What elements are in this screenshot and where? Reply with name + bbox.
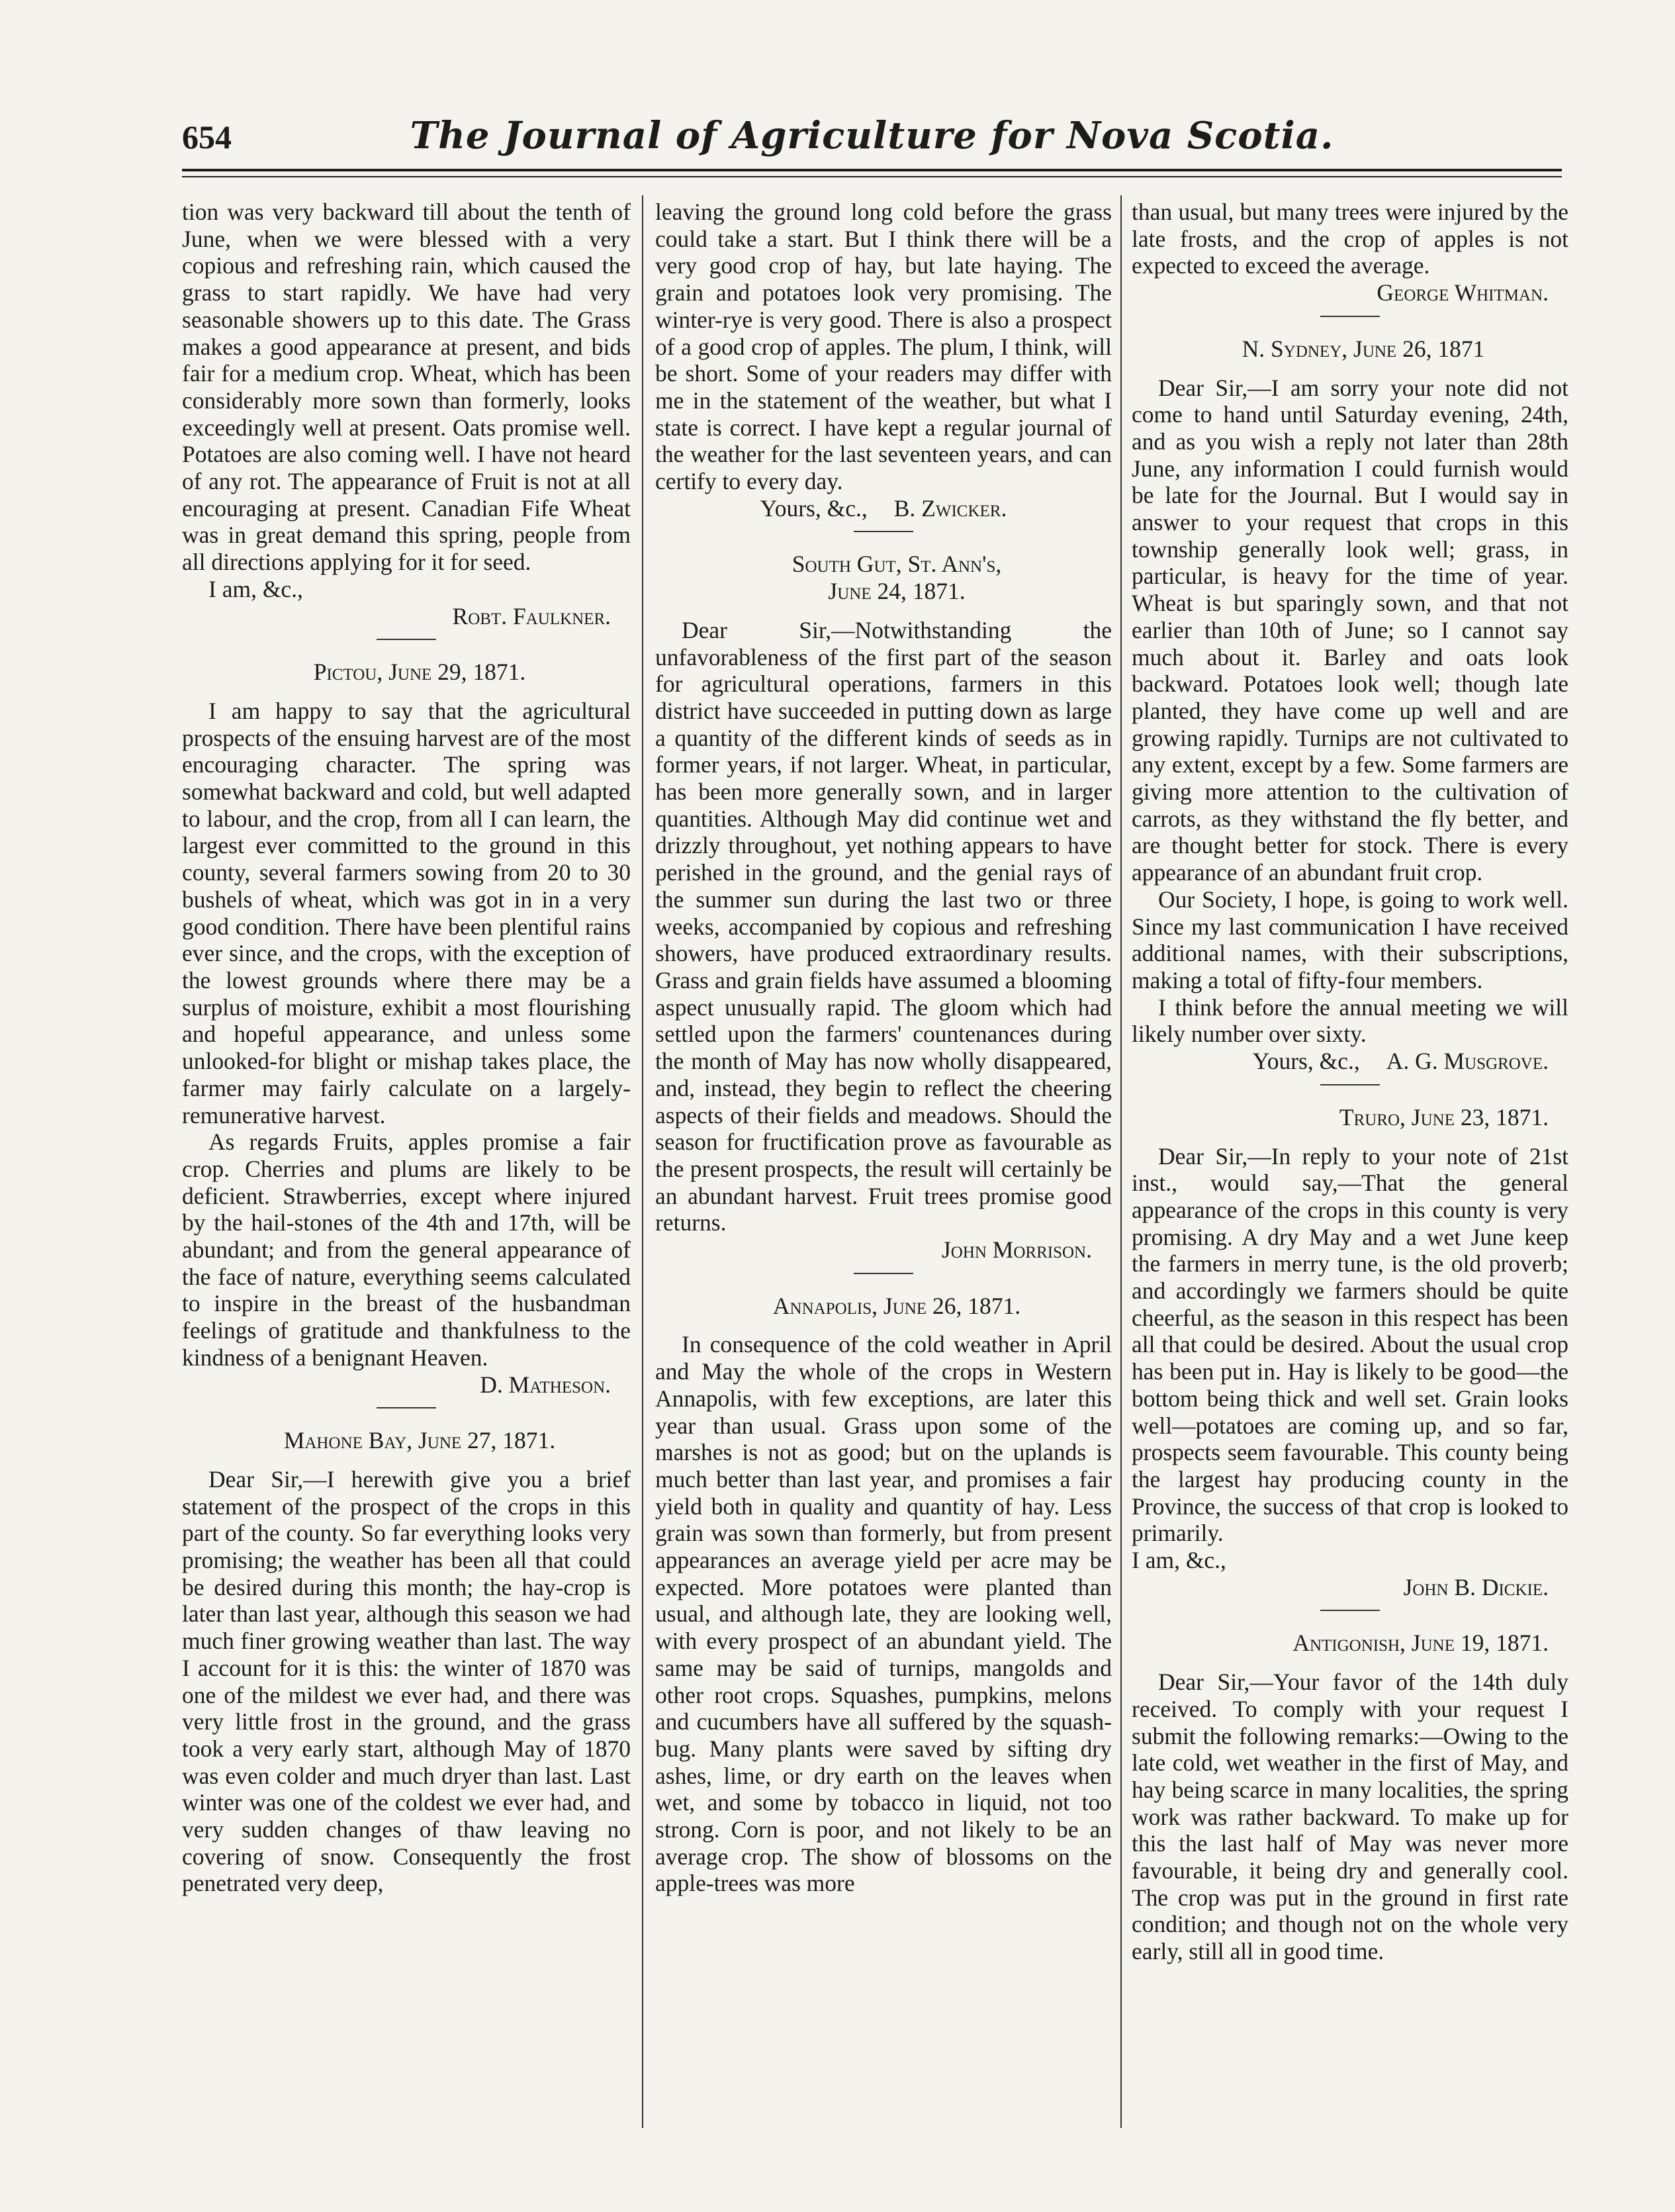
column-2 xyxy=(655,199,1112,2128)
letter-body: Dear Sir,—I am sorry your note did not come to hand until Saturday evening, 24th, and as you wish a reply not later than 28th June, any information I could furnish would be late for the Journal. But I would say in answer to your request that crops in this township generally look well; grass, in particular, is heavy for the time of year. Wheat is but sparingly sown, and that not earlier than 10th of June; so I cannot say much about it. Barley and oats look backward. Potatoes look well; though late planted, they have come up well and are growing rapidly. Turnips are not cultivated to any extent, except by a few. Some farmers are giving more attention to the cultivation of carrots, as they withstand the fly better, and are thought better for stock. There is every appearance of an abundant fruit crop. xyxy=(1132,374,1568,886)
section-separator xyxy=(1320,1084,1380,1085)
column-divider xyxy=(642,195,643,2128)
letter-body: than usual, but many trees were injured by the late frosts, and the crop of apples is not expected to exceed the average. xyxy=(1132,199,1568,279)
letter-body: Dear Sir,—In reply to your note of 21st inst., would say,—That the general appearance of the crops in this county is very promising. A dry May and a wet June keep the farmers in merry tune, is the old proverb; and accordingly we farmers should be quite cheerful, as the season in this respect has been all that could be desired. About the usual crop has been put in. Hay is likely to be good—the bottom being thick and well set. Grain looks well—potatoes are coming up, and so far, prospects seem favourable. This county being the largest hay producing county in the Province, the success of that crop is looked to primarily. xyxy=(1132,1142,1568,1547)
letter-dateline-date: June 24, 1871. xyxy=(828,578,966,605)
letter-dateline: Truro, June 23, 1871. xyxy=(1339,1103,1549,1130)
column-divider xyxy=(1120,195,1122,2128)
column-1 xyxy=(182,199,631,2128)
letter-body: In consequence of the cold weather in April and May the whole of the crops in Western Annapolis, with few exceptions, are later this year than usual. Grass upon some of the marshes is not as good; but on the uplands is much better than last year, and promises a fair yield both in quality and quantity of hay. Less grain was sown than formerly, but from present appearances an average yield per acre may be expected. More potatoes were planted than usual, and although late, they are looking well, with every prospect of an abundant yield. The same may be said of turnips, mangolds and other root crops. Squashes, pumpkins, melons and cucumbers have all suffered by the squash-bug. Many plants were saved by sifting dry ashes, lime, or dry earth on the leaves when wet, and some by tobacco in liquid, not too strong. Corn is poor, and not likely to be an average crop. The show of blossoms on the apple-trees was more xyxy=(655,1331,1112,1897)
letter-signature: D. Matheson. xyxy=(480,1371,611,1398)
section-separator xyxy=(377,1407,436,1408)
letter-dateline: South Gut, St. Ann's, xyxy=(792,551,1002,578)
letter-body: tion was very backward till about the tenth of June, when we were blessed with a very copious and refreshing rain, which caused the grass to start rapidly. We have had very seasonable showers up to this date. The Grass makes a good appearance at present, and bids fair for a medium crop. Wheat, which has been considerably more sown than formerly, looks exceedingly well at present. Oats promise well. Potatoes are also coming well. I have not heard of any rot. The appearance of Fruit is not at all encouraging at present. Canadian Fife Wheat was in great demand this spring, people from all directions applying for it for seed. xyxy=(182,199,631,576)
letter-signature: Robt. Faulkner. xyxy=(452,602,611,629)
journal-title: The Journal of Agriculture for Nova Scotia. xyxy=(410,114,1334,158)
letter-dateline: N. Sydney, June 26, 1871 xyxy=(1242,335,1485,362)
letter-dateline: Mahone Bay, June 27, 1871. xyxy=(283,1427,556,1454)
column-3 xyxy=(1132,199,1568,2128)
letter-signature: John B. Dickie. xyxy=(1403,1573,1549,1600)
letter-closing-row xyxy=(655,495,1112,522)
letter-body: Our Society, I hope, is going to work well. Since my last communication I have received additional names, with their subscriptions, making a total of fifty-four members. xyxy=(1132,886,1568,993)
letter-closing: Yours, &c., xyxy=(760,494,868,522)
header-rule-thin xyxy=(182,176,1562,177)
letter-signature: George Whitman. xyxy=(1377,279,1549,306)
letter-signature: John Morrison. xyxy=(941,1236,1092,1264)
page-header xyxy=(182,111,1562,164)
letter-signature: A. G. Musgrove. xyxy=(1386,1048,1549,1075)
section-separator xyxy=(377,639,436,640)
letter-closing: Yours, &c., xyxy=(1252,1048,1360,1075)
page-number: 654 xyxy=(182,118,232,156)
header-rule xyxy=(182,169,1562,171)
letter-body: Dear Sir,—Your favor of the 14th duly received. To comply with your request I submit the following remarks:—Owing to the late cold, wet weather in the first of May, and hay being scarce in many localities, the spring work was rather backward. To make up for this the last half of May was never more favourable, it being dry and generally cool. The crop was put in the ground in first rate condition; and though not on the whole very early, still all in good time. xyxy=(1132,1669,1568,1965)
letter-body: I think before the annual meeting we will likely number over sixty. xyxy=(1132,993,1568,1048)
letter-closing: I am, &c., xyxy=(208,575,303,602)
section-separator xyxy=(1320,1610,1380,1611)
section-separator xyxy=(854,531,913,532)
letter-dateline: Antigonish, June 19, 1871. xyxy=(1292,1630,1549,1657)
letter-closing: I am, &c., xyxy=(1132,1547,1226,1574)
letter-body: Dear Sir,—I herewith give you a brief statement of the prospect of the crops in this part of the county. So far everything looks very promising; the weather has been all that could be desired during this month; the hay-crop is later than last year, although this season we had much finer growing weather than last. The way I account for it is this: the winter of 1870 was one of the mildest we ever had, and there was very little frost in the ground, and the grass took a very early start, although May of 1870 was even colder and much dryer than last. Last winter was one of the coldest we ever had, and very sudden changes of thaw leaving no covering of snow. Consequently the frost penetrated very deep, xyxy=(182,1465,631,1897)
section-separator xyxy=(854,1273,913,1274)
letter-body: I am happy to say that the agricultural prospects of the ensuing harvest are of the most encouraging character. The spring was somewhat backward and cold, but well adapted to labour, and the crop, from all I can learn, the largest ever committed to the ground in this county, several farmers sowing from 20 to 30 bushels of wheat, which was got in in a very good condition. There have been plentiful rains ever since, and the crops, with the exception of the lowest grounds where there may be a surplus of moisture, exhibit a most flourishing and hopeful appearance, and unless some unlooked-for blight or mishap takes place, the farmer may fairly calculate on a largely-remunerative harvest. xyxy=(182,697,631,1129)
letter-body: As regards Fruits, apples promise a fair crop. Cherries and plums are likely to be deficient. Strawberries, except where injured by the hail-stones of the 4th and 17th, will be abundant; and from the general appearance of the face of nature, everything seems calculated to inspire in the breast of the husbandman feelings of gratitude and thankfulness to the kindness of a benignant Heaven. xyxy=(182,1129,631,1371)
letter-dateline: Annapolis, June 26, 1871. xyxy=(772,1292,1021,1319)
letter-body: leaving the ground long cold before the grass could take a start. But I think there will be a very good crop of hay, but late haying. The grain and potatoes look very promising. The winter-rye is very good. There is also a prospect of a good crop of apples. The plum, I think, will be short. Some of your readers may differ with me in the statement of the weather, but what I state is correct. I have kept a regular journal of the weather for the last seventeen years, and can certify to every day. xyxy=(655,199,1112,495)
letter-closing-row xyxy=(1132,1048,1568,1075)
letter-dateline: Pictou, June 29, 1871. xyxy=(313,659,526,686)
letter-signature: B. Zwicker. xyxy=(893,494,1007,522)
letter-body: Dear Sir,—Notwithstanding the unfavorableness of the first part of the season for agricultural operations, farmers in this district have succeeded in putting down as large a quantity of the different kinds of seeds as in former years, if not larger. Wheat, in particular, has been more generally sown, and in larger quantities. Although May did continue wet and drizzly throughout, yet nothing appears to have perished in the ground, and the genial rays of the summer sun during the last two or three weeks, accompanied by copious and refreshing showers, have produced extraordinary results. Grass and grain fields have assumed a blooming aspect unusually rapid. The gloom which had settled upon the farmers' countenances during the month of May has now wholly disappeared, and, instead, they begin to reflect the cheering aspects of their fields and meadows. Should the season for fructification prove as favourable as the present prospects, the result will certainly be an abundant harvest. Fruit trees promise good returns. xyxy=(655,616,1112,1236)
section-separator xyxy=(1320,316,1380,317)
